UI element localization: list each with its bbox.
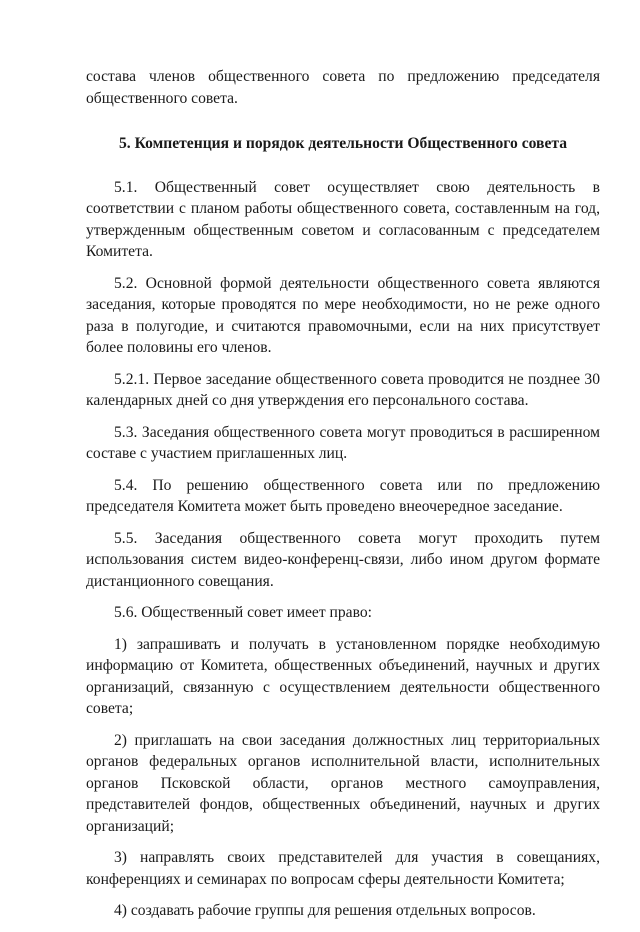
paragraph-5-3: 5.3. Заседания общественного совета могут проводиться в расширенном составе с участием приглашенных лиц. bbox=[86, 423, 600, 462]
paragraph-5-4: 5.4. По решению общественного совета или по предложению председателя Комитета может быть проведено внеочередное заседание. bbox=[86, 476, 600, 515]
paragraph-5-5: 5.5. Заседания общественного совета могут проходить путем использования систем видео-конференц-связи, либо ином другом формате дистанционного совещания. bbox=[86, 529, 600, 590]
list-item-4: 4) создавать рабочие группы для решения отдельных вопросов. bbox=[114, 902, 536, 919]
section-heading: 5. Компетенция и порядок деятельности Общественного совета bbox=[118, 135, 568, 152]
paragraph-5-2: 5.2. Основной формой деятельности общественного совета являются заседания, которые проводятся по мере необходимости, но не реже одного раза в полугодие, и считаются правомочными, если на них присутствует более половины его членов. bbox=[86, 274, 600, 356]
list-item-3: 3) направлять своих представителей для участия в совещаниях, конференциях и семинарах по вопросам сферы деятельности Комитета; bbox=[86, 849, 600, 888]
document-page bbox=[86, 66, 600, 932]
list-item-2: 2) приглашать на свои заседания должностных лиц территориальных органов федеральных органов исполнительной власти, исполнительных органов Псковской области, органов местного самоуправления, представителей фондов, общественных объединений, научных и других организаций; bbox=[86, 731, 600, 835]
intro-paragraph: состава членов общественного совета по предложению председателя общественного совета. bbox=[86, 68, 600, 107]
paragraph-5-2-1: 5.2.1. Первое заседание общественного совета проводится не позднее 30 календарных дней со дня утверждения его персонального состава. bbox=[86, 370, 600, 409]
list-item-1: 1) запрашивать и получать в установленном порядке необходимую информацию от Комитета, общественных объединений, научных и других организаций, связанную с осуществлением деятельности общественного совета; bbox=[86, 635, 600, 717]
paragraph-5-6: 5.6. Общественный совет имеет право: bbox=[114, 604, 372, 621]
paragraph-5-1: 5.1. Общественный совет осуществляет свою деятельность в соответствии с планом работы общественного совета, составленным на год, утвержденным общественным советом и согласованным с председателем Комитета. bbox=[86, 178, 600, 260]
